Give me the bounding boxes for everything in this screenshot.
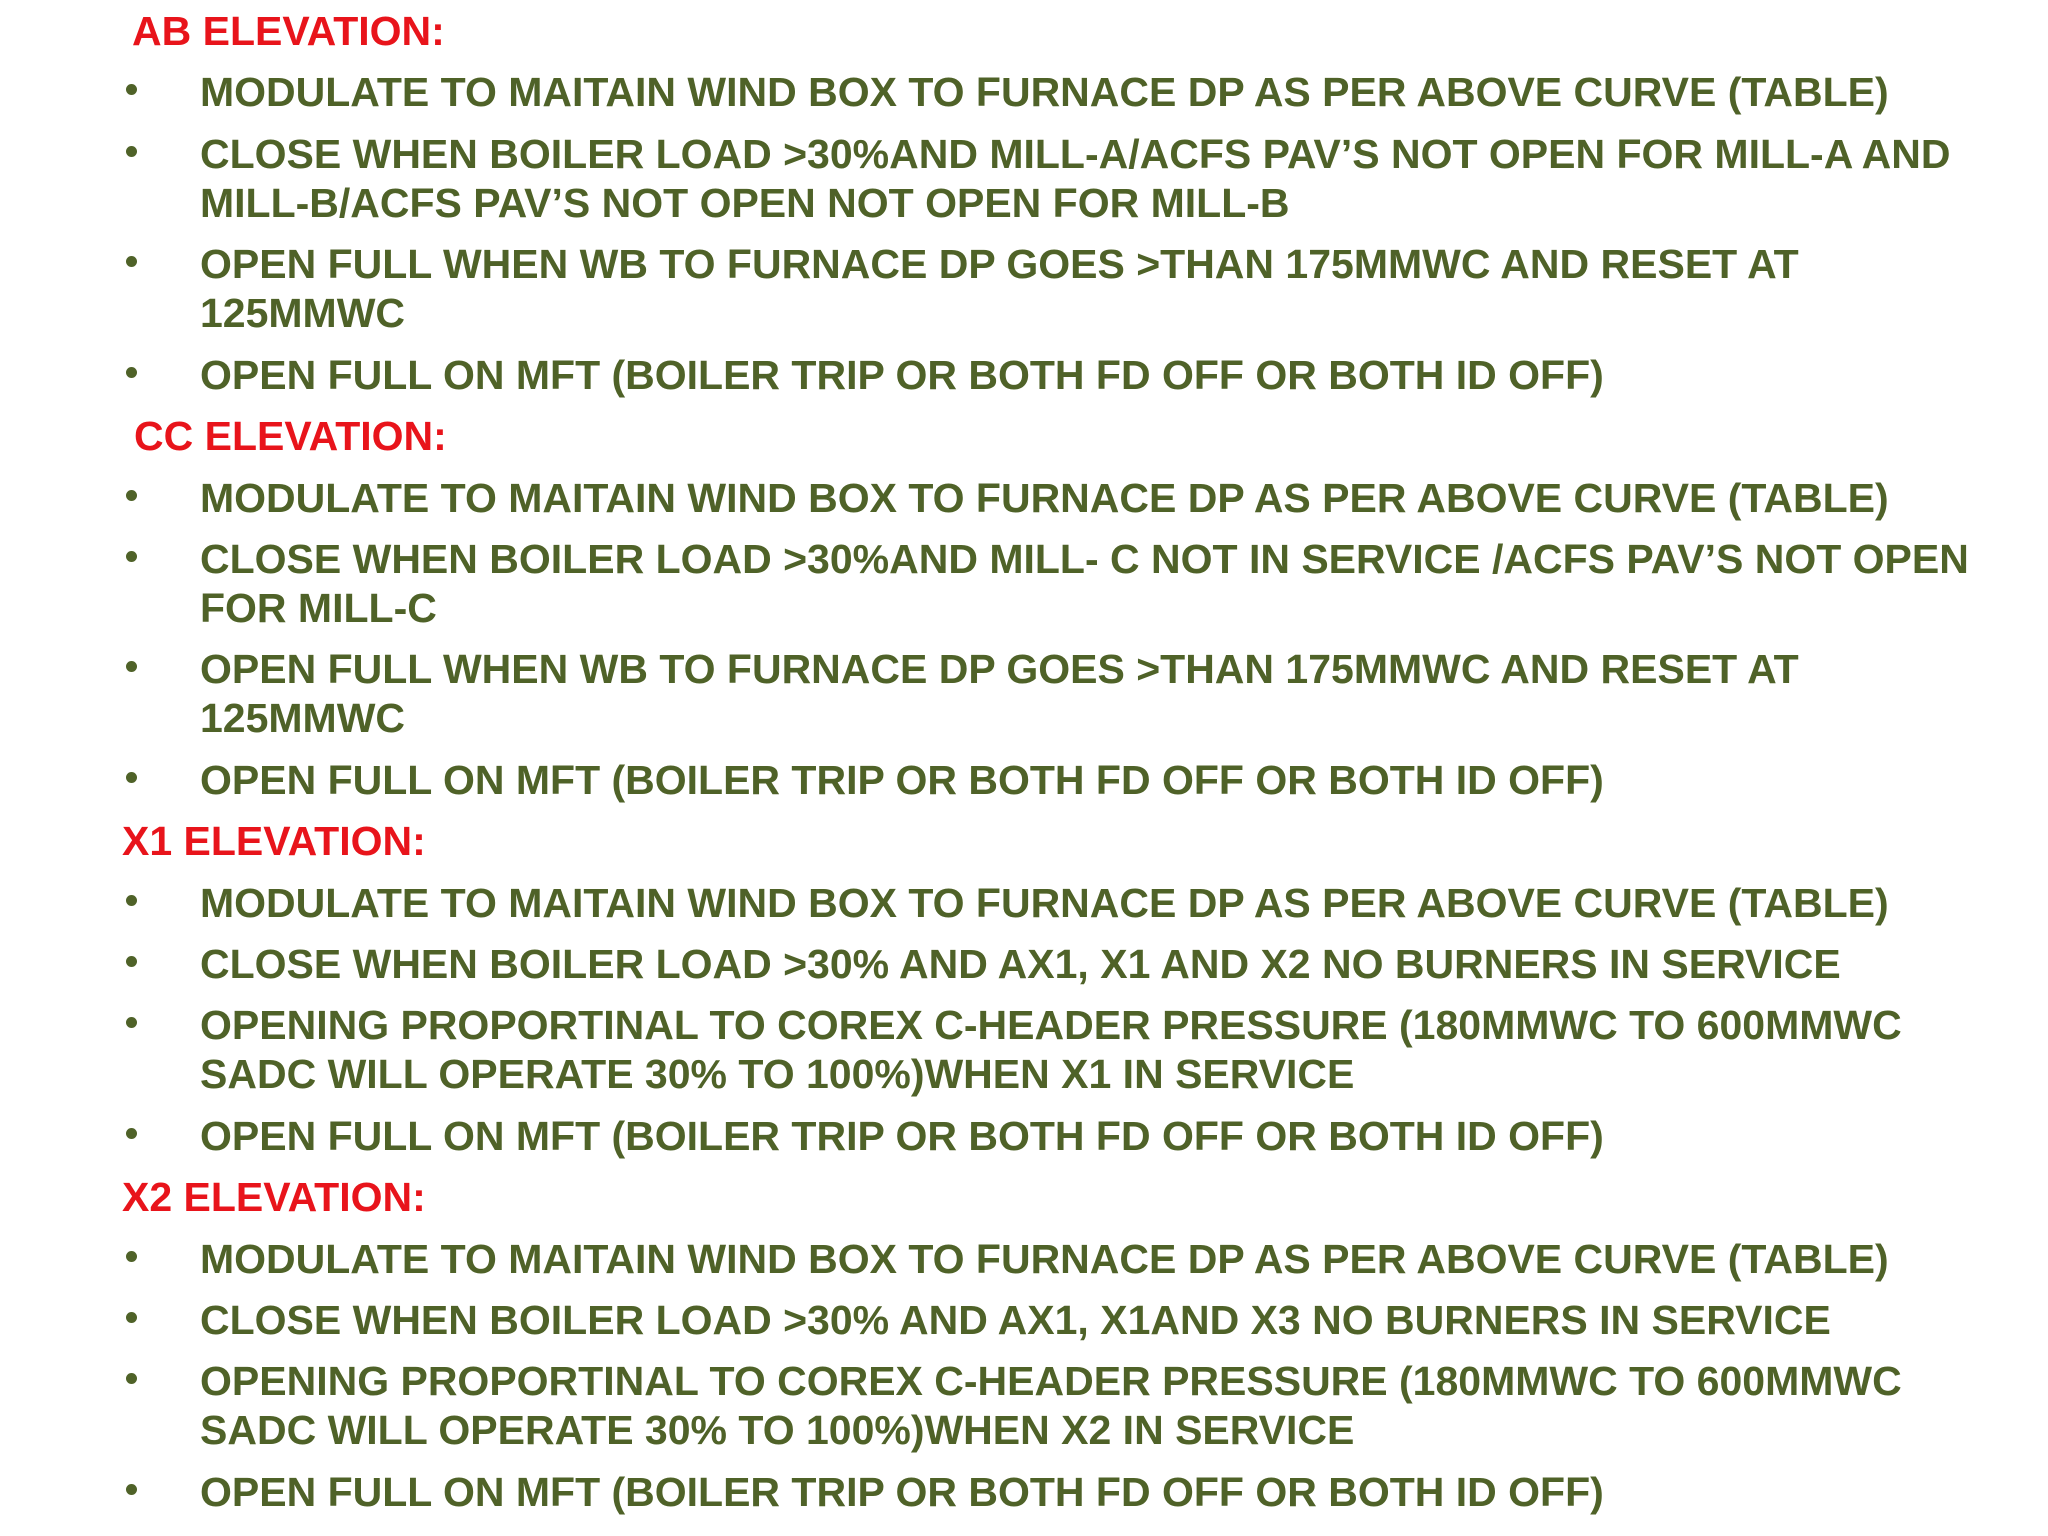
list-item-line: SADC WILL OPERATE 30% TO 100%)WHEN X2 IN SERVICE bbox=[200, 1407, 1355, 1453]
list-item-line: MODULATE TO MAITAIN WIND BOX TO FURNACE DP AS PER ABOVE CURVE (TABLE) bbox=[200, 880, 1889, 926]
bullet-icon bbox=[122, 645, 142, 665]
bullet-icon bbox=[122, 535, 142, 555]
list-item-line: OPEN FULL WHEN WB TO FURNACE DP GOES >THAN 175MMWC AND RESET AT bbox=[200, 646, 1799, 692]
section-heading-x2: X2 ELEVATION: bbox=[122, 1174, 426, 1220]
bullet-icon bbox=[122, 1296, 142, 1316]
list-item-line: OPEN FULL ON MFT (BOILER TRIP OR BOTH FD OFF OR BOTH ID OFF) bbox=[200, 757, 1604, 803]
list-item-line: CLOSE WHEN BOILER LOAD >30% AND AX1, X1AND X3 NO BURNERS IN SERVICE bbox=[200, 1297, 1831, 1343]
list-item-line: OPEN FULL ON MFT (BOILER TRIP OR BOTH FD OFF OR BOTH ID OFF) bbox=[200, 352, 1604, 398]
bullet-icon bbox=[122, 879, 142, 899]
list-item-line: SADC WILL OPERATE 30% TO 100%)WHEN X1 IN SERVICE bbox=[200, 1051, 1355, 1097]
list-item-line: OPENING PROPORTINAL TO COREX C-HEADER PRESSURE (180MMWC TO 600MMWC bbox=[200, 1002, 1902, 1048]
list-item-line: CLOSE WHEN BOILER LOAD >30%AND MILL-A/ACFS PAV’S NOT OPEN FOR MILL-A AND bbox=[200, 131, 1951, 177]
list-item-line: 125MMWC bbox=[200, 695, 406, 741]
bullet-icon bbox=[122, 1468, 142, 1488]
list-item-line: CLOSE WHEN BOILER LOAD >30%AND MILL- C NOT IN SERVICE /ACFS PAV’S NOT OPEN bbox=[200, 536, 1969, 582]
list-item-line: OPEN FULL ON MFT (BOILER TRIP OR BOTH FD OFF OR BOTH ID OFF) bbox=[200, 1469, 1604, 1515]
bullet-icon bbox=[122, 68, 142, 88]
list-item-line: OPEN FULL ON MFT (BOILER TRIP OR BOTH FD OFF OR BOTH ID OFF) bbox=[200, 1113, 1604, 1159]
bullet-icon bbox=[122, 1112, 142, 1132]
bullet-icon bbox=[122, 756, 142, 776]
bullet-icon bbox=[122, 1357, 142, 1377]
section-heading-ab: AB ELEVATION: bbox=[132, 8, 445, 54]
bullet-icon bbox=[122, 940, 142, 960]
list-item-line: CLOSE WHEN BOILER LOAD >30% AND AX1, X1 AND X2 NO BURNERS IN SERVICE bbox=[200, 941, 1841, 987]
list-item-line: MILL-B/ACFS PAV’S NOT OPEN NOT OPEN FOR MILL-B bbox=[200, 180, 1290, 226]
list-item-line: MODULATE TO MAITAIN WIND BOX TO FURNACE DP AS PER ABOVE CURVE (TABLE) bbox=[200, 69, 1889, 115]
list-item-line: MODULATE TO MAITAIN WIND BOX TO FURNACE DP AS PER ABOVE CURVE (TABLE) bbox=[200, 1236, 1889, 1282]
list-item-line: OPENING PROPORTINAL TO COREX C-HEADER PRESSURE (180MMWC TO 600MMWC bbox=[200, 1358, 1902, 1404]
bullet-icon bbox=[122, 351, 142, 371]
list-item-line: OPEN FULL WHEN WB TO FURNACE DP GOES >THAN 175MMWC AND RESET AT bbox=[200, 241, 1799, 287]
section-heading-x1: X1 ELEVATION: bbox=[122, 818, 426, 864]
list-item-line: 125MMWC bbox=[200, 290, 406, 336]
bullet-icon bbox=[122, 474, 142, 494]
bullet-icon bbox=[122, 1001, 142, 1021]
bullet-icon bbox=[122, 130, 142, 150]
bullet-icon bbox=[122, 240, 142, 260]
bullet-icon bbox=[122, 1235, 142, 1255]
list-item-line: FOR MILL-C bbox=[200, 585, 437, 631]
list-item-line: MODULATE TO MAITAIN WIND BOX TO FURNACE DP AS PER ABOVE CURVE (TABLE) bbox=[200, 475, 1889, 521]
section-heading-cc: CC ELEVATION: bbox=[134, 413, 447, 459]
